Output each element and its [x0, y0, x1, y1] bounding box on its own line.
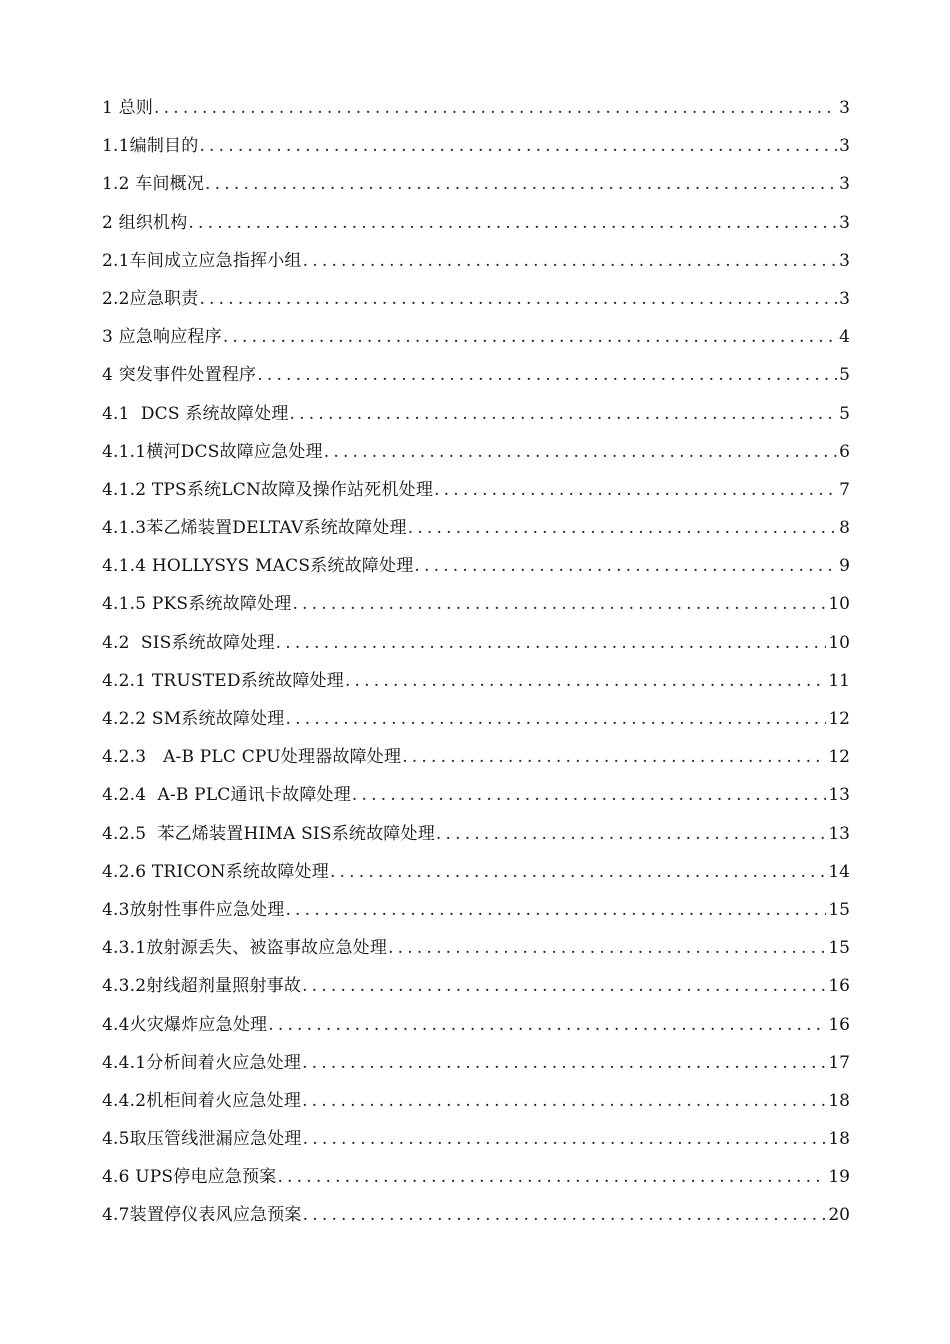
toc-entry-title: 4.2.3 A-B PLC CPU处理器故障处理 [102, 747, 402, 768]
toc-entry-title: 4.1.3苯乙烯装置DELTAV系统故障处理 [102, 518, 407, 539]
toc-entry-title: 4.6 UPS停电应急预案 [102, 1167, 277, 1188]
toc-entry-page-number: 12 [828, 709, 850, 729]
toc-entry-title: 4.4.2机柜间着火应急处理 [102, 1090, 302, 1111]
toc-entry-title: 4.3.1放射源丢失、被盗事故应急处理 [102, 938, 388, 959]
toc-entry[interactable] [102, 204, 850, 242]
toc-entry[interactable] [102, 509, 850, 547]
toc-entry-title: 4.1.1横河DCS故障应急处理 [102, 441, 323, 462]
toc-entry-page-number: 5 [839, 365, 850, 386]
toc-entry-page-number: 16 [828, 1014, 850, 1035]
toc-dot-leader [434, 471, 837, 509]
toc-entry-title: 4.2.4 A-B PLC通讯卡故障处理 [102, 785, 351, 806]
toc-entry-title: 4 突发事件处置程序 [102, 365, 257, 386]
toc-entry[interactable] [102, 89, 850, 127]
toc-entry-page-number: 3 [839, 98, 850, 118]
toc-entry-title: 4.7装置停仪表风应急预案 [102, 1205, 302, 1226]
toc-entry-title: 4.3.2射线超剂量照射事故 [102, 976, 302, 997]
toc-entry-page-number: 20 [828, 1205, 850, 1226]
toc-entry-title: 4.1 DCS 系统故障处理 [102, 403, 289, 424]
toc-entry[interactable] [102, 1158, 850, 1196]
toc-entry-page-number: 3 [839, 250, 850, 271]
toc-entry[interactable] [102, 1044, 850, 1082]
toc-entry-page-number: 14 [828, 861, 850, 882]
toc-dot-leader [268, 1006, 826, 1044]
toc-entry[interactable] [102, 242, 850, 280]
toc-dot-leader [302, 1044, 826, 1082]
toc-entry-title: 4.4火灾爆炸应急处理 [102, 1014, 268, 1035]
toc-entry[interactable] [102, 929, 850, 967]
toc-entry-page-number: 4 [839, 327, 850, 348]
toc-entry-page-number: 8 [839, 518, 850, 539]
toc-entry[interactable] [102, 853, 850, 891]
toc-entry[interactable] [102, 700, 850, 738]
toc-entry-page-number: 13 [828, 823, 850, 844]
toc-entry[interactable] [102, 471, 850, 509]
toc-dot-leader [154, 89, 837, 127]
toc-entry-page-number: 3 [839, 136, 850, 157]
toc-entry[interactable] [102, 585, 850, 623]
toc-entry-title: 4.4.1分析间着火应急处理 [102, 1052, 302, 1073]
toc-entry[interactable] [102, 738, 850, 776]
toc-entry-page-number: 3 [839, 288, 850, 309]
toc-entry-page-number: 9 [839, 556, 850, 577]
toc-entry[interactable] [102, 127, 850, 165]
toc-dot-leader [352, 776, 826, 814]
toc-entry[interactable] [102, 165, 850, 203]
toc-entry-page-number: 17 [828, 1052, 850, 1073]
toc-entry-page-number: 18 [828, 1129, 850, 1150]
toc-dot-leader [302, 967, 826, 1005]
toc-entry[interactable] [102, 967, 850, 1005]
toc-entry[interactable] [102, 662, 850, 700]
toc-entry[interactable] [102, 280, 850, 318]
toc-dot-leader [302, 1082, 826, 1120]
toc-entry-title: 3 应急响应程序 [102, 327, 222, 348]
toc-entry-page-number: 11 [828, 670, 850, 691]
toc-dot-leader [277, 1158, 826, 1196]
toc-entry-title: 4.2.5 苯乙烯装置HIMA SIS系统故障处理 [102, 823, 435, 844]
toc-entry[interactable] [102, 356, 850, 394]
toc-entry-title: 4.5取压管线泄漏应急处理 [102, 1129, 302, 1150]
toc-dot-leader [402, 738, 826, 776]
toc-entry[interactable] [102, 1196, 850, 1234]
toc-entry-title: 4.2.2 SM系统故障处理 [102, 709, 285, 729]
toc-entry[interactable] [102, 433, 850, 471]
toc-dot-leader [414, 547, 837, 585]
toc-entry-title: 4.3放射性事件应急处理 [102, 899, 285, 920]
toc-dot-leader [303, 1120, 827, 1158]
toc-dot-leader [276, 624, 827, 662]
toc-entry-page-number: 10 [828, 594, 850, 615]
toc-entry[interactable] [102, 318, 850, 356]
toc-entry-title: 2.2应急职责 [102, 288, 199, 309]
toc-entry-page-number: 15 [828, 899, 850, 920]
toc-entry[interactable] [102, 891, 850, 929]
toc-dot-leader [345, 662, 826, 700]
toc-entry-page-number: 16 [828, 976, 850, 997]
toc-dot-leader [205, 165, 837, 203]
toc-dot-leader [199, 280, 837, 318]
toc-entry-page-number: 10 [828, 632, 850, 653]
toc-entry-title: 4.2 SIS系统故障处理 [102, 632, 275, 653]
toc-dot-leader [257, 356, 837, 394]
toc-dot-leader [330, 853, 826, 891]
toc-entry-title: 4.2.1 TRUSTED系统故障处理 [102, 670, 344, 691]
toc-dot-leader [292, 585, 826, 623]
toc-dot-leader [324, 433, 837, 471]
toc-entry[interactable] [102, 1120, 850, 1158]
toc-entry[interactable] [102, 547, 850, 585]
toc-entry-page-number: 15 [828, 938, 850, 959]
toc-dot-leader [290, 395, 838, 433]
toc-entry-page-number: 3 [839, 212, 850, 233]
toc-dot-leader [303, 1196, 827, 1234]
toc-entry-title: 4.1.5 PKS系统故障处理 [102, 594, 292, 615]
toc-dot-leader [388, 929, 826, 967]
toc-entry-title: 1.2 车间概况 [102, 174, 205, 195]
toc-dot-leader [223, 318, 837, 356]
toc-entry-page-number: 7 [839, 479, 850, 500]
toc-entry-page-number: 18 [828, 1090, 850, 1111]
toc-entry[interactable] [102, 776, 850, 814]
toc-entry[interactable] [102, 1082, 850, 1120]
toc-entry[interactable] [102, 815, 850, 853]
toc-entry-title: 1.1编制目的 [102, 136, 199, 157]
toc-entry-page-number: 3 [839, 174, 850, 195]
toc-dot-leader [286, 700, 827, 738]
toc-dot-leader [285, 891, 826, 929]
toc-dot-leader [188, 204, 837, 242]
toc-entry-title: 4.1.2 TPS系统LCN故障及操作站死机处理 [102, 479, 434, 500]
toc-entry-title: 2 组织机构 [102, 212, 188, 233]
toc-entry-page-number: 5 [839, 403, 850, 424]
toc-entry-title: 1 总则 [102, 98, 154, 118]
toc-entry-title: 4.2.6 TRICON系统故障处理 [102, 861, 329, 882]
toc-dot-leader [303, 242, 838, 280]
toc-entry-page-number: 12 [828, 747, 850, 768]
toc-entry[interactable] [102, 1006, 850, 1044]
toc-dot-leader [199, 127, 837, 165]
table-of-contents [102, 89, 850, 1235]
toc-dot-leader [408, 509, 837, 547]
toc-entry[interactable] [102, 395, 850, 433]
toc-entry-page-number: 6 [839, 441, 850, 462]
toc-entry-page-number: 19 [828, 1167, 850, 1188]
toc-entry-page-number: 13 [828, 785, 850, 806]
toc-entry-title: 2.1车间成立应急指挥小组 [102, 250, 302, 271]
toc-entry-title: 4.1.4 HOLLYSYS MACS系统故障处理 [102, 556, 414, 577]
toc-dot-leader [436, 815, 826, 853]
toc-entry[interactable] [102, 624, 850, 662]
